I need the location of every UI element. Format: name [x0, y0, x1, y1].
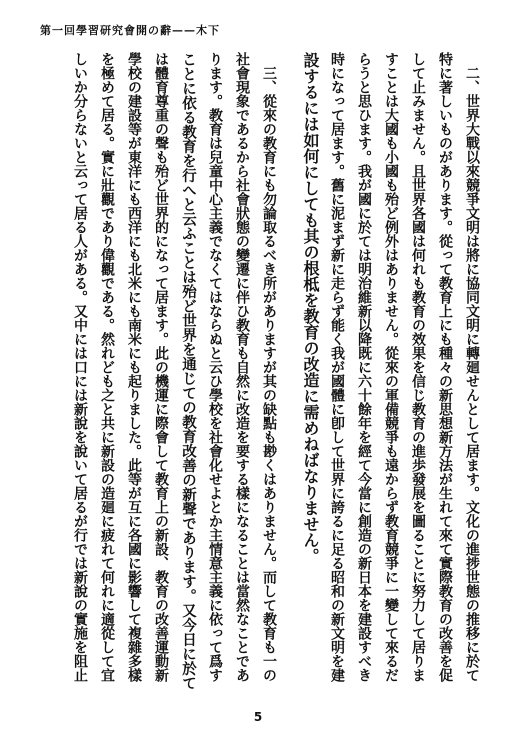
- text-line: は體育尊重の聲も殆ど世界的になって居ます。此の機運に際會して教育上の新設、教育の改善運動新: [153, 52, 169, 682]
- text-line: 時になって居ます。舊に泥まず新に走らず能く我が國體に卽して世界に誇るに足る昭和の新文明を建: [329, 52, 345, 682]
- text-line: 三、從來の教育にも勿論取るべき所がありますが其の缺點も尠くはありません。而して教育も一の: [261, 52, 277, 682]
- text-line: しいか分らないと云って居る人がある。又中には口には新說を說いて居るが行では新說の實施を阻止: [72, 52, 88, 682]
- text-line: 設するには如何にしても其の根柢を教育の改造に需めねばなりません。: [301, 52, 320, 564]
- page-number: 5: [253, 710, 263, 724]
- text-line: ります。教育は兒童中心主義でなくてはならぬと云ひ學校を社會化せよとか主情意主義に依って爲す: [207, 52, 223, 682]
- text-line: すことは大國も小國も殆ど例外はありません。從來の軍備競爭も遠からず教育競爭に一變して來るだ: [383, 52, 399, 682]
- text-line: を極めて居る。實に壯觀であり偉觀である。然れども之と共に新設の造廻に疲れて何れに適從して宜: [99, 52, 115, 682]
- text-line: して止みません。且世界各國は何れも教育の效果を信じ教育の進歩發展を圖ることに努力して居りま: [410, 52, 426, 682]
- text-line: 二、世界大戰以來競爭文明は將に協同文明に轉廻せんとして居ます。文化の進捗世態の推移に於て: [464, 52, 480, 682]
- text-line: 社會現象であるから社會狀態の變遷に伴ひ教育も自然に改造を要する樣になることは當然なことであ: [234, 52, 250, 682]
- text-line: 特に著しいものがあります。從って教育上にも種々の新思想新方法が生れて來て實際教育の改善を促: [437, 52, 453, 682]
- text-line: 學校の建設等が東洋にも西洋にも北米にも南米にも起りました。此等が互に各國に影響して複雜多樣: [126, 52, 142, 682]
- text-line: らうと思ひます。我が國に於ては明治維新以降既に六十餘年を經て今當に創造の新日本を建設すべき: [356, 52, 372, 682]
- text-line: ことに依る教育を行へと云ふことは殆ど世界を通じての教育改善の新聲であります。又今日に於て: [180, 52, 197, 690]
- running-header: 第一回學習研究會開の辭——木下: [40, 24, 220, 37]
